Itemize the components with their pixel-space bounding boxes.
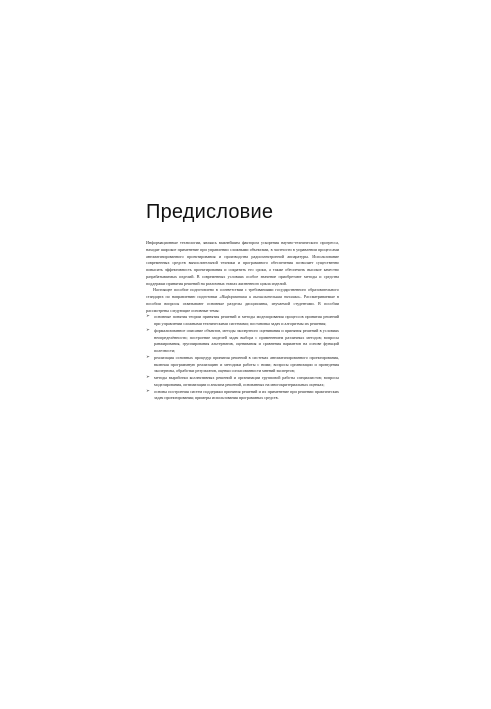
body-text xyxy=(146,240,339,402)
list-item xyxy=(146,355,339,375)
bullet-arrow-icon: ➢ xyxy=(146,354,150,360)
list-item-text: реализация основных процедур принятия решений в системах автоматизированного проектирования, включая программную реализацию и методики работы с ними; вопросы организации и проведения экспертизы, обработки результатов, оценки согласованности мнений экспертов; xyxy=(154,354,339,374)
list-item-text: формализованное описание объектов, методы экспертного оценивания и принятия решений в условиях неопределённости; построение моделей задач выбора с применением различных методов; вопросы ранжирования, группирования альтернатив, оценивания и сравнения вариантов на основе функций полезности; xyxy=(154,327,339,353)
second-paragraph-tail: Рассматриваемые в пособии вопросы охватывают основные разделы дисциплины, изучаемой студентами. В пособии рассмотрены следующие основные темы: xyxy=(146,294,339,313)
page-title: Предисловие xyxy=(146,201,274,223)
bullet-arrow-icon: ➢ xyxy=(146,314,150,320)
bullet-arrow-icon: ➢ xyxy=(146,388,150,394)
list-item xyxy=(146,328,339,355)
second-paragraph xyxy=(146,287,339,314)
topic-list xyxy=(146,314,339,402)
list-item xyxy=(146,314,339,328)
list-item-text: основы построения систем поддержки принятия решений и их применение при решении практических задач проектирования; примеры использования программных средств. xyxy=(154,388,339,401)
list-item xyxy=(146,375,339,389)
second-paragraph-lead: Настоящее пособие подготовлено в соответствии с требованиями государственного образовательного стандарта по направлению подготовки xyxy=(146,287,339,299)
bullet-arrow-icon: ➢ xyxy=(146,327,150,333)
intro-paragraph: Информационные технологии, являясь важнейшим фактором ускорения научно-технического прогресса, находят широкое применение при управлении сложными объектами, в частности в управлении процессами автоматизированного проектирования и производства радиоэлектронной аппаратуры. Использование современных средств вычислительной техники и программного обеспечения позволяет существенно повысить эффективность проектирования и сократить его сроки, а также обеспечить высокое качество разрабатываемых изделий. В современных условиях особое значение приобретают методы и средства поддержки принятия решений на различных этапах жизненного цикла изделий. xyxy=(146,240,339,286)
list-item xyxy=(146,389,339,403)
bullet-arrow-icon: ➢ xyxy=(146,375,150,380)
list-item-text: методы выработки коллективных решений и организации групповой работы специалистов; вопросы моделирования, оптимизации и анализа решений, основанных на многокритериальных оценках; xyxy=(154,375,339,387)
second-paragraph-code: «Информатика и вычислительная техника». xyxy=(219,294,302,299)
list-item-text: основные понятия теории принятия решений и методы моделирования процессов принятия решений при управлении сложными техническими системами; постановка задач и алгоритмы их решения; xyxy=(154,314,339,326)
